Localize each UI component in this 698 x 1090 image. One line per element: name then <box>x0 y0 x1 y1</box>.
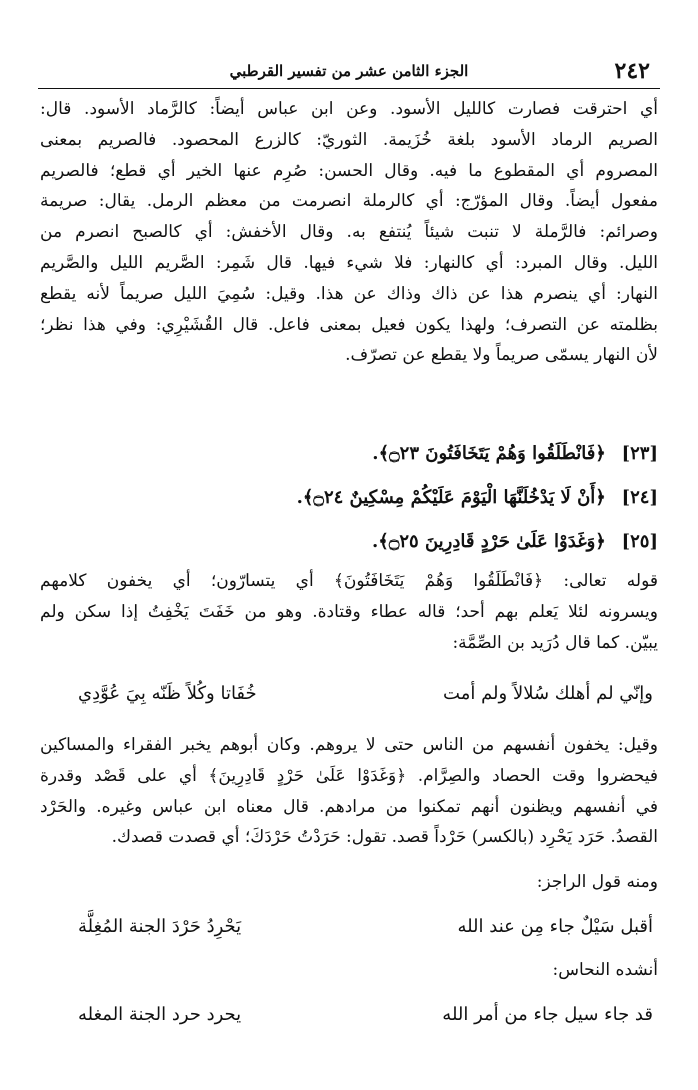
quran-verses <box>40 432 658 564</box>
text-line: وصرائم: فالرَّملة لا تنبت شيئاً يُنتفع به. وقال الأخفش: أي كالصبح انصرم من <box>40 222 658 243</box>
text-line: النهار: أي ينصرم هذا عن ذاك وذاك عن هذا. وقيل: سُمِيَ الليل صريماً لأنه يقطع <box>40 283 658 304</box>
verse-text: ﴿وَغَدَوْا عَلَىٰ حَرْدٍ قَادِرِينَ ۝٢٥﴾. <box>371 531 606 552</box>
poem-durayd <box>78 683 653 719</box>
text-line: المصروم أي المقطوع ما فيه. وقال الحسن: صُرِم عنها الخير أي قطع؛ فالصريم <box>40 160 658 181</box>
text-line: أي احترقت فصارت كالليل الأسود. وعن ابن عباس أيضاً: كالرَّماد الأسود. قال: <box>40 99 658 119</box>
paragraph-commentary-yatakhafatun <box>40 566 658 658</box>
text-line: القصدُ. حَرَد يَحْرِد (بالكسر) حَرْداً قصد. تقول: حَرَدْتُ حَرْدَكَ؛ أي قصدت قصدك. <box>111 827 658 848</box>
paragraph-commentary-hard <box>40 730 658 853</box>
verse-23 <box>40 432 658 476</box>
text-line: فيحضروا وقت الحصاد والصِرَّام. ﴿وَغَدَوْا عَلَىٰ حَرْدٍ قَادِرِينَ﴾ أي على قَصْد وقدرة <box>40 765 658 786</box>
text-line: ويسرونه لئلا يَعلم بهم أحد؛ قاله عطاء وقتادة. وهو من خَفَتَ يَخْفِتُ إذا سكن ولم <box>40 601 658 622</box>
verse-number: [٢٥] <box>621 531 658 552</box>
text-line: مفعول أيضاً. وقال المؤرّج: أي كالرملة انصرمت من معظم الرمل. يقال: صريمة <box>40 191 658 212</box>
poem-hemistich-right: أقبل سَيْلٌ جاء مِن عند الله <box>457 916 653 937</box>
page-number: ٢٤٢ <box>614 58 650 84</box>
verse-24 <box>40 476 658 520</box>
poem-hemistich-left: خُفَاتا وكُلاً ظَنّه بِيَ عُوَّدِي <box>78 683 257 704</box>
text-line: وقيل: يخفون أنفسهم من الناس حتى لا يروهم. وكان أبوهم يخبر الفقراء والمساكين <box>40 735 658 755</box>
poem-nahhas <box>78 1004 653 1040</box>
page-header <box>38 50 660 89</box>
raajiz-intro: ومنه قول الراجز: <box>536 872 658 892</box>
text-line: في أنفسهم ويظنون أنهم تمكنوا من مرادهم. قال معناه ابن عباس وغيره. والحَرْد <box>40 796 658 817</box>
poem-hemistich-left: يحرد حرد الجنة المغله <box>78 1004 242 1025</box>
text-line: بظلمته عن التصرف؛ ولهذا يكون فعيل بمعنى فاعل. قال القُشَيْرِي: وفي هذا نظر؛ <box>40 314 658 335</box>
verse-text: ﴿أَنْ لَا يَدْخُلَنَّهَا الْيَوْمَ عَلَيْكُمْ مِسْكِينٌ ۝٢٤﴾. <box>296 487 606 508</box>
nahhas-intro: أنشده النحاس: <box>552 960 658 980</box>
verse-25 <box>40 520 658 564</box>
verse-number: [٢٣] <box>621 443 658 464</box>
text-line: الليل. وقال المبرد: أي كالنهار: فلا شيء فيها. قال شَمِر: الصَّريم الليل والصَّريم <box>40 252 658 273</box>
verse-text: ﴿فَانْطَلَقُوا وَهُمْ يَتَخَافَتُونَ ۝٢٣﴾. <box>372 443 606 464</box>
paragraph-commentary-al-sarim <box>40 94 658 371</box>
running-head: الجزء الثامن عشر من تفسير القرطبي <box>229 62 469 80</box>
poem-hemistich-left: يَحْرِدُ حَرْدَ الجنة المُغِلَّة <box>78 916 242 937</box>
poem-raajiz <box>78 916 653 952</box>
poem-hemistich-right: وإنّي لم أهلك سُلالاً ولم أمت <box>443 683 653 704</box>
text-line: الصريم الرماد الأسود بلغة خُزَيمة. الثوريّ: كالزرع المحصود. فالصريم بمعنى <box>40 129 658 150</box>
text-line: يبيّن. كما قال دُرَيد بن الصِّمَّة: <box>452 632 658 653</box>
verse-number: [٢٤] <box>621 487 658 508</box>
text-line: قوله تعالى: ﴿فَانْطَلَقُوا وَهُمْ يَتَخَافَتُونَ﴾ أي يتسارّون؛ أي يخفون كلامهم <box>40 571 658 591</box>
poem-hemistich-right: قد جاء سيل جاء من أمر الله <box>442 1004 653 1025</box>
text-line: لأن النهار يسمّى صريماً ولا يقطع عن تصرّف. <box>345 345 658 366</box>
